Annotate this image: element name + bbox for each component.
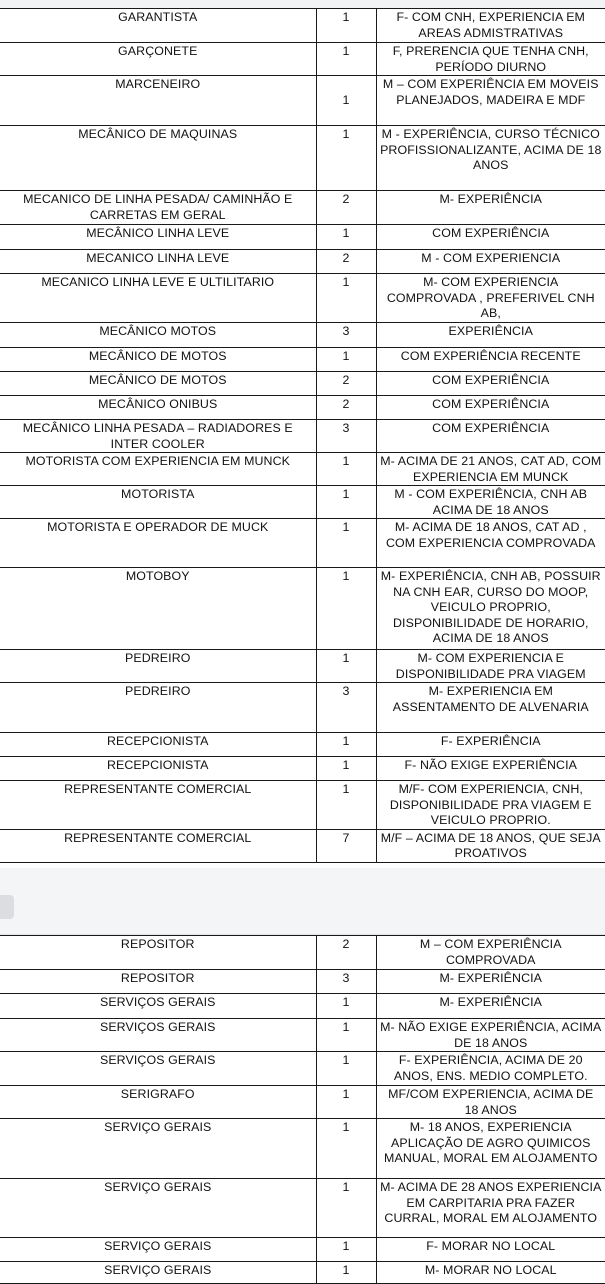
vacancies-cell: 3	[316, 323, 376, 348]
table-row	[0, 683, 605, 733]
vacancies-cell: 1	[316, 348, 376, 372]
table-row	[0, 43, 605, 76]
job-title-cell: MOTORISTA E OPERADOR DE MUCK	[0, 519, 316, 568]
requirements-cell: M- EXPERIÊNCIA	[376, 191, 605, 225]
requirements-cell: M - EXPERIÊNCIA, CURSO TÉCNICO PROFISSIONALIZANTE, ACIMA DE 18 ANOS	[376, 126, 605, 191]
requirements-cell: COM EXPERIÊNCIA RECENTE	[376, 348, 605, 372]
requirements-cell: M- 18 ANOS, EXPERIENCIA APLICAÇÃO DE AGRO QUIMICOS MANUAL, MORAL EM ALOJAMENTO	[376, 1119, 605, 1179]
requirements-cell: M - COM EXPERIENCIA	[376, 250, 605, 274]
vacancies-cell: 1	[316, 650, 376, 683]
vacancies-cell: 1	[316, 1262, 376, 1284]
table-row	[0, 829, 605, 862]
requirements-cell: M- COM EXPERIENCIA E DISPONIBILIDADE PRA VIAGEM	[376, 650, 605, 683]
job-table-1	[0, 8, 605, 863]
requirements-cell: COM EXPERIÊNCIA	[376, 372, 605, 396]
vacancies-cell: 1	[316, 126, 376, 191]
vacancies-cell: 2	[316, 396, 376, 420]
vacancies-cell: 1	[316, 994, 376, 1019]
requirements-cell: COM EXPERIÊNCIA	[376, 225, 605, 250]
job-title-cell: RECEPCIONISTA	[0, 733, 316, 757]
vacancies-cell: 1	[316, 733, 376, 757]
vacancies-cell: 1	[316, 76, 376, 126]
job-title-cell: MECÂNICO LINHA PESADA – RADIADORES E INTER COOLER	[0, 420, 316, 453]
job-title-cell: PEDREIRO	[0, 683, 316, 733]
vacancies-cell: 1	[316, 1238, 376, 1262]
job-title-cell: MOTORISTA COM EXPERIENCIA EM MUNCK	[0, 453, 316, 486]
table-row	[0, 76, 605, 126]
table-row	[0, 781, 605, 830]
requirements-cell: MF/COM EXPERIENCIA, ACIMA DE 18 ANOS	[376, 1086, 605, 1119]
table-row	[0, 225, 605, 250]
requirements-cell: F, PRERENCIA QUE TENHA CNH, PERÍODO DIURNO	[376, 43, 605, 76]
job-title-cell: REPOSITOR	[0, 970, 316, 994]
job-title-cell: GARANTISTA	[0, 9, 316, 43]
table-row	[0, 348, 605, 372]
job-title-cell: REPRESENTANTE COMERCIAL	[0, 829, 316, 862]
vacancies-cell: 1	[316, 781, 376, 830]
requirements-cell: F- NÃO EXIGE EXPERIÊNCIA	[376, 757, 605, 781]
requirements-cell: EXPERIÊNCIA	[376, 323, 605, 348]
vacancies-cell: 2	[316, 936, 376, 970]
table-row	[0, 1238, 605, 1262]
job-title-cell: MECÂNICO LINHA LEVE	[0, 225, 316, 250]
job-table-2	[0, 935, 605, 1284]
table-row	[0, 1052, 605, 1086]
vacancies-cell: 3	[316, 970, 376, 994]
table-row	[0, 126, 605, 191]
job-title-cell: SERVIÇO GERAIS	[0, 1238, 316, 1262]
vacancies-cell: 1	[316, 1119, 376, 1179]
vacancies-cell: 1	[316, 453, 376, 486]
vacancies-cell: 2	[316, 191, 376, 225]
job-title-cell: SERVIÇO GERAIS	[0, 1179, 316, 1238]
vacancies-cell: 1	[316, 225, 376, 250]
job-title-cell: SERVIÇOS GERAIS	[0, 1019, 316, 1052]
job-title-cell: REPRESENTANTE COMERCIAL	[0, 781, 316, 830]
requirements-cell: M- EXPERIENCIA EM ASSENTAMENTO DE ALVENARIA	[376, 683, 605, 733]
job-title-cell: MECÂNICO ONIBUS	[0, 396, 316, 420]
vacancies-cell: 1	[316, 568, 376, 650]
table-row	[0, 936, 605, 970]
table-row	[0, 1019, 605, 1052]
image-gap	[0, 868, 605, 935]
requirements-cell: F- EXPERIÊNCIA	[376, 733, 605, 757]
vacancies-cell: 3	[316, 683, 376, 733]
vacancies-cell: 1	[316, 9, 376, 43]
job-title-cell: MECANICO LINHA LEVE	[0, 250, 316, 274]
requirements-cell: F- COM CNH, EXPERIENCIA EM AREAS ADMISTRATIVAS	[376, 9, 605, 43]
requirements-cell: F- EXPERIÊNCIA, ACIMA DE 20 ANOS, ENS. MEDIO COMPLETO.	[376, 1052, 605, 1086]
job-title-cell: MECÂNICO DE MOTOS	[0, 348, 316, 372]
vacancies-cell: 7	[316, 829, 376, 862]
table-row	[0, 757, 605, 781]
vacancies-cell: 1	[316, 274, 376, 323]
table-row	[0, 372, 605, 396]
job-title-cell: SERVIÇOS GERAIS	[0, 1052, 316, 1086]
requirements-cell: M – COM EXPERIÊNCIA COMPROVADA	[376, 936, 605, 970]
vacancies-cell: 1	[316, 486, 376, 519]
vacancies-cell: 1	[316, 757, 376, 781]
requirements-cell: M- COM EXPERIENCIA COMPROVADA , PREFERIVEL CNH AB,	[376, 274, 605, 323]
vacancies-cell: 1	[316, 43, 376, 76]
requirements-cell: M- ACIMA DE 18 ANOS, CAT AD , COM EXPERIENCIA COMPROVADA	[376, 519, 605, 568]
table-row	[0, 1179, 605, 1238]
requirements-cell: M- MORAR NO LOCAL	[376, 1262, 605, 1284]
requirements-cell: M – COM EXPERIÊNCIA EM MOVEIS PLANEJADOS, MADEIRA E MDF	[376, 76, 605, 126]
requirements-cell: M- ACIMA DE 21 ANOS, CAT AD, COM EXPERIENCIA EM MUNCK	[376, 453, 605, 486]
job-title-cell: MECANICO DE LINHA PESADA/ CAMINHÃO E CARRETAS EM GERAL	[0, 191, 316, 225]
requirements-cell: COM EXPERIÊNCIA	[376, 420, 605, 453]
job-title-cell: PEDREIRO	[0, 650, 316, 683]
requirements-cell: M- EXPERIÊNCIA	[376, 970, 605, 994]
vacancies-cell: 1	[316, 1086, 376, 1119]
requirements-cell: F- MORAR NO LOCAL	[376, 1238, 605, 1262]
requirements-cell: M/F – ACIMA DE 18 ANOS, QUE SEJA PROATIVOS	[376, 829, 605, 862]
job-title-cell: MOTOBOY	[0, 568, 316, 650]
requirements-cell: M- EXPERIÊNCIA	[376, 994, 605, 1019]
vacancies-cell: 1	[316, 1019, 376, 1052]
vacancies-cell: 1	[316, 1052, 376, 1086]
table-row	[0, 9, 605, 43]
requirements-cell: M - COM EXPERIÊNCIA, CNH AB ACIMA DE 18 ANOS	[376, 486, 605, 519]
vacancies-cell: 2	[316, 372, 376, 396]
job-title-cell: SERIGRAFO	[0, 1086, 316, 1119]
job-title-cell: MECÂNICO DE MAQUINAS	[0, 126, 316, 191]
table-row	[0, 519, 605, 568]
requirements-cell: M- NÃO EXIGE EXPERIÊNCIA, ACIMA DE 18 ANOS	[376, 1019, 605, 1052]
vacancies-cell: 1	[316, 519, 376, 568]
requirements-cell: M/F- COM EXPERIENCIA, CNH, DISPONIBILIDADE PRA VIAGEM E VEICULO PROPRIO.	[376, 781, 605, 830]
table-row	[0, 486, 605, 519]
job-title-cell: GARÇONETE	[0, 43, 316, 76]
page-top-strip	[0, 0, 605, 8]
job-title-cell: REPOSITOR	[0, 936, 316, 970]
table-row	[0, 568, 605, 650]
scroll-chip	[0, 895, 14, 919]
requirements-cell: COM EXPERIÊNCIA	[376, 396, 605, 420]
job-title-cell: SERVIÇO GERAIS	[0, 1119, 316, 1179]
job-title-cell: MECÂNICO MOTOS	[0, 323, 316, 348]
vacancies-cell: 1	[316, 1179, 376, 1238]
table-row	[0, 1119, 605, 1179]
table-row	[0, 733, 605, 757]
requirements-cell: M- ACIMA DE 28 ANOS EXPERIENCIA EM CARPITARIA PRA FAZER CURRAL, MORAL EM ALOJAMENTO	[376, 1179, 605, 1238]
table-row	[0, 274, 605, 323]
table-row	[0, 970, 605, 994]
table-row	[0, 250, 605, 274]
table-row	[0, 191, 605, 225]
job-title-cell: SERVIÇO GERAIS	[0, 1262, 316, 1284]
table-row	[0, 1086, 605, 1119]
vacancies-cell: 3	[316, 420, 376, 453]
table-row	[0, 420, 605, 453]
table-row	[0, 453, 605, 486]
job-title-cell: MECANICO LINHA LEVE E ULTILITARIO	[0, 274, 316, 323]
table-row	[0, 323, 605, 348]
table-row	[0, 994, 605, 1019]
requirements-cell: M- EXPERIÊNCIA, CNH AB, POSSUIR NA CNH EAR, CURSO DO MOOP, VEICULO PROPRIO, DISPONIBILIDADE DE HORARIO, ACIMA DE 18 ANOS	[376, 568, 605, 650]
vacancies-cell: 2	[316, 250, 376, 274]
job-title-cell: MECÂNICO DE MOTOS	[0, 372, 316, 396]
job-title-cell: RECEPCIONISTA	[0, 757, 316, 781]
job-title-cell: MOTORISTA	[0, 486, 316, 519]
table-row	[0, 1262, 605, 1284]
job-title-cell: MARCENEIRO	[0, 76, 316, 126]
job-title-cell: SERVIÇOS GERAIS	[0, 994, 316, 1019]
table-row	[0, 650, 605, 683]
table-row	[0, 396, 605, 420]
